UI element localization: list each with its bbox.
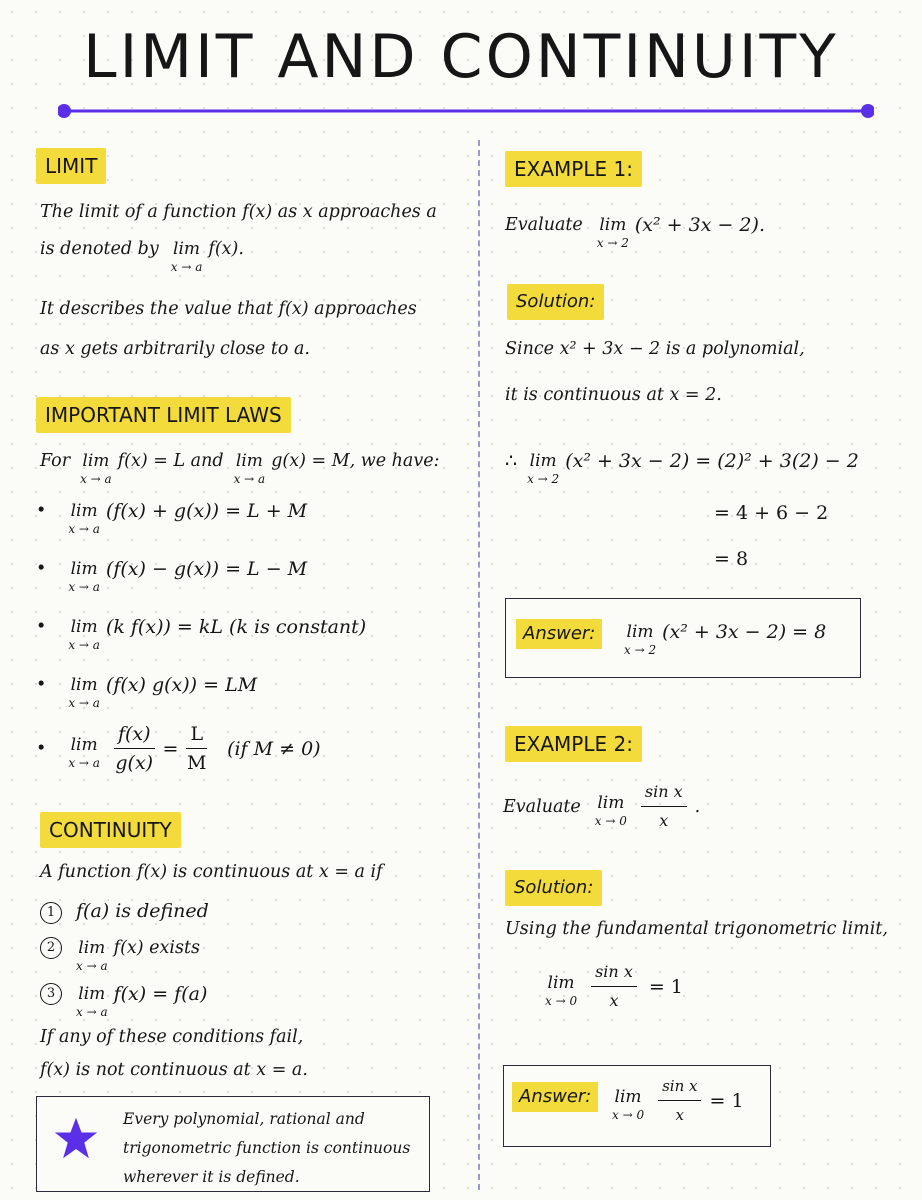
limit-notation: lim x → a xyxy=(170,239,203,274)
limit-description-line2: as x gets arbitrarily close to a. xyxy=(40,339,310,359)
continuity-fail-line2: f(x) is not continuous at x = a. xyxy=(40,1060,308,1080)
example1-solution-label: Solution: xyxy=(507,284,604,320)
example1-solution-line1: Since x² + 3x − 2 is a polynomial, xyxy=(505,339,805,359)
continuity-heading: CONTINUITY xyxy=(40,812,181,848)
page-title: LIMIT AND CONTINUITY xyxy=(83,22,839,92)
example1-step3: = 8 xyxy=(714,548,749,570)
example2-answer-label: Answer: xyxy=(512,1082,598,1112)
column-divider xyxy=(478,140,480,1190)
limit-description-line1: It describes the value that f(x) approaches xyxy=(40,299,417,319)
example1-heading: EXAMPLE 1: xyxy=(505,151,642,187)
example2-problem: Evaluate lim x → 0 $\frac{\text{sin x}}{x}$ . xyxy=(503,782,701,830)
limit-heading: LIMIT xyxy=(36,148,106,184)
continuity-condition-2: 2 lim x → a f(x) exists xyxy=(40,937,200,973)
laws-intro: For lim x → a f(x) = L and lim x → a g(x) = M, we have: xyxy=(40,451,440,486)
example1-answer-box xyxy=(505,598,861,678)
example2-answer-box xyxy=(503,1065,771,1147)
example2-heading: EXAMPLE 2: xyxy=(505,726,642,762)
law-product: • lim x → a (f(x) g(x)) = LM xyxy=(36,674,258,710)
example2-fundamental-limit: lim x → 0 $\frac{\text{sin x}}{x}$ = 1 xyxy=(545,962,683,1010)
example1-answer-label: Answer: xyxy=(516,619,602,649)
example2-solution-line1: Using the fundamental trigonometric limit, xyxy=(505,919,888,939)
continuity-definition: A function f(x) is continuous at x = a if xyxy=(40,862,383,882)
continuity-condition-1: 1 f(a) is defined xyxy=(40,899,209,924)
continuity-fail-line1: If any of these conditions fail, xyxy=(40,1027,304,1047)
example1-step2: = 4 + 6 − 2 xyxy=(714,502,829,524)
law-constant-multiple: • lim x → a (k f(x)) = kL (k is constant) xyxy=(36,616,367,652)
example1-solution-line2: it is continuous at x = 2. xyxy=(505,385,722,405)
law-difference: • lim x → a (f(x) − g(x)) = L − M xyxy=(36,558,308,594)
law-quotient: • lim x → a $\frac{f(x)}{g(x)}$ = $\frac{L}{M}$ (if M ≠ 0) xyxy=(36,723,321,774)
example1-problem: Evaluate lim x → 2 (x² + 3x − 2). xyxy=(505,214,765,250)
limit-definition-line2: is denoted by lim x → a f(x). xyxy=(40,239,244,274)
continuity-condition-3: 3 lim x → a f(x) = f(a) xyxy=(40,983,207,1019)
example2-answer: lim x → 0 $\frac{\text{sin x}}{x}$ = 1 xyxy=(612,1074,744,1127)
example1-answer: lim x → 2 (x² + 3x − 2) = 8 xyxy=(624,621,827,657)
continuity-note-box xyxy=(36,1096,430,1192)
star-icon xyxy=(53,1115,99,1161)
continuity-note-text: Every polynomial, rational and trigonometric function is continuous wherever it is defined. xyxy=(123,1110,411,1186)
example2-solution-label: Solution: xyxy=(505,870,602,906)
example1-step1: ∴ lim x → 2 (x² + 3x − 2) = (2)² + 3(2) − 2 xyxy=(505,450,859,486)
law-sum: • lim x → a (f(x) + g(x)) = L + M xyxy=(36,500,308,536)
title-underline xyxy=(58,101,874,121)
limit-laws-heading: IMPORTANT LIMIT LAWS xyxy=(36,397,291,433)
limit-definition-line1: The limit of a function f(x) as x approaches a xyxy=(40,202,437,222)
